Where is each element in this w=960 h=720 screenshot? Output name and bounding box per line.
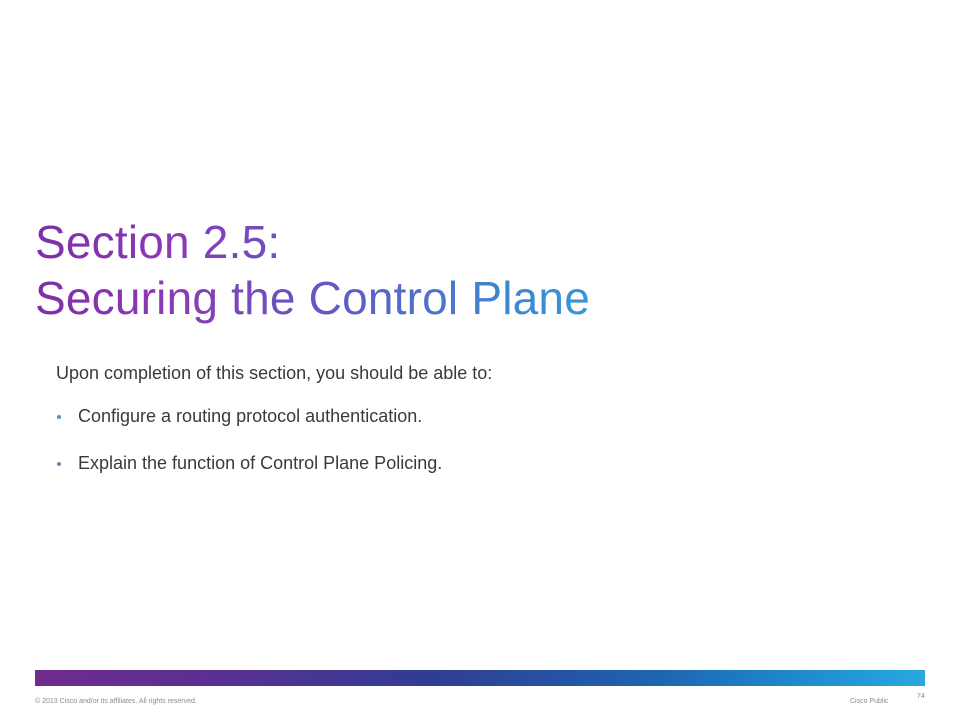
list-item-text: Explain the function of Control Plane Policing.: [78, 453, 443, 473]
copyright-notice: © 2013 Cisco and/or its affiliates. All rights reserved.: [35, 698, 197, 705]
classification-label: Cisco Public: [850, 698, 889, 705]
list-item: [56, 453, 442, 474]
list-item: [56, 406, 442, 427]
slide-title-line-2: Securing the Control Plane: [35, 270, 665, 326]
objectives-list: [56, 406, 442, 500]
bullet-icon: [57, 415, 61, 419]
slide-title-line-1: Section 2.5:: [35, 214, 325, 270]
footer-gradient-bar: [35, 670, 925, 686]
bullet-icon: [57, 462, 61, 466]
intro-text: Upon completion of this section, you should be able to:: [56, 363, 493, 383]
slide-title: [35, 214, 665, 326]
page-number: 74: [917, 693, 925, 700]
list-item-text: Configure a routing protocol authentication.: [78, 406, 423, 426]
